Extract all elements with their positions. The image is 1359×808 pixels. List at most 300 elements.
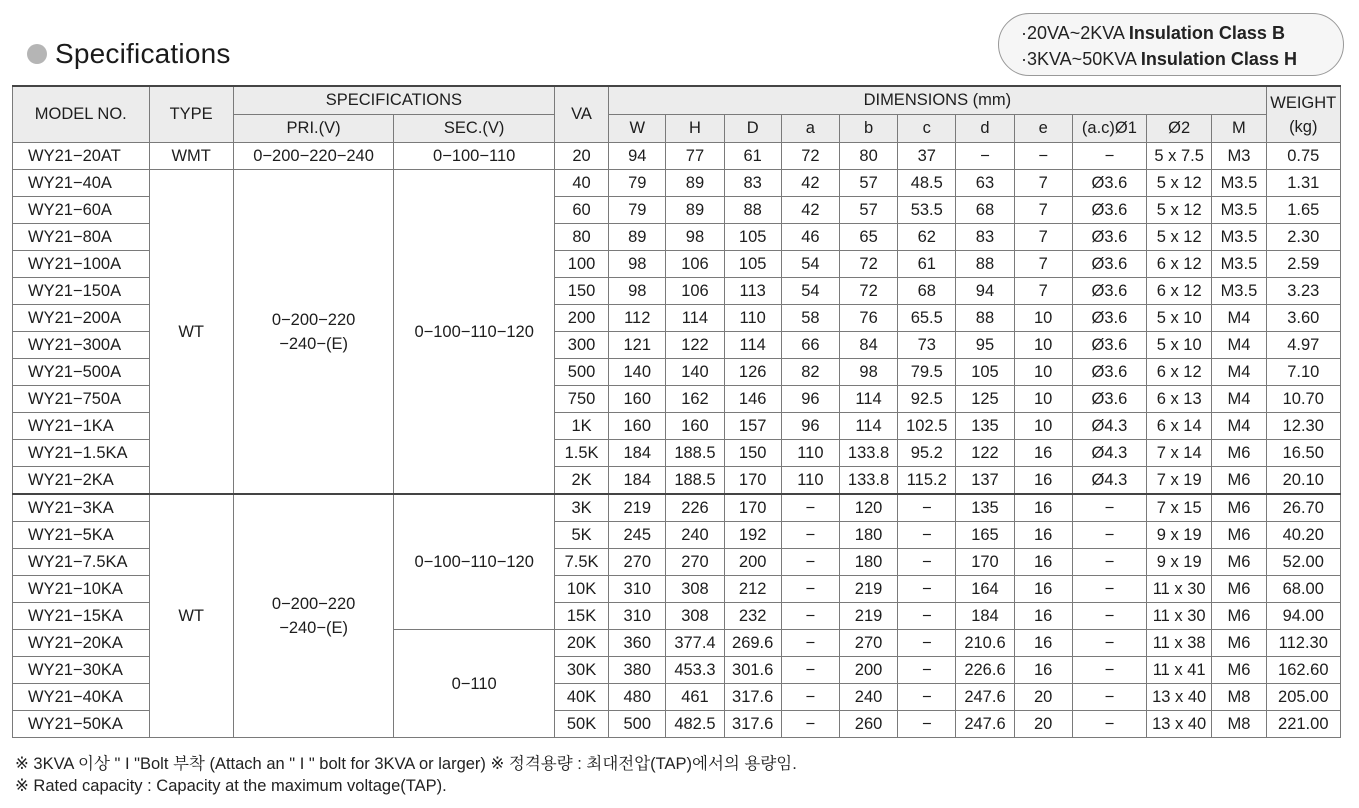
va-cell: 20 <box>554 143 608 170</box>
dimension-cell: M6 <box>1212 657 1266 684</box>
dimension-cell: 5 x 12 <box>1147 197 1212 224</box>
dimension-cell: M8 <box>1212 711 1266 738</box>
weight-cell: 162.60 <box>1266 657 1340 684</box>
dimension-cell: 66 <box>781 332 839 359</box>
dimension-cell: − <box>1072 494 1146 522</box>
dimension-cell: 16 <box>1014 522 1072 549</box>
dimension-cell: − <box>1072 711 1146 738</box>
dimension-cell: 11 x 30 <box>1147 603 1212 630</box>
dimension-cell: M6 <box>1212 549 1266 576</box>
dimension-cell: 308 <box>666 576 724 603</box>
dimension-cell: 9 x 19 <box>1147 549 1212 576</box>
dimension-cell: 76 <box>839 305 897 332</box>
dimension-cell: 72 <box>839 278 897 305</box>
insulation-range: ·20VA~2KVA <box>1021 23 1129 43</box>
dimension-cell: 184 <box>609 467 666 495</box>
dimension-cell: − <box>898 603 956 630</box>
specifications-table <box>12 85 1341 738</box>
dimension-cell: − <box>898 549 956 576</box>
dimension-cell: Ø3.6 <box>1072 251 1146 278</box>
dimension-cell: 110 <box>781 440 839 467</box>
weight-cell: 3.60 <box>1266 305 1340 332</box>
dimension-cell: 7 x 14 <box>1147 440 1212 467</box>
dimension-cell: 140 <box>666 359 724 386</box>
dimension-cell: 7 x 15 <box>1147 494 1212 522</box>
model-cell: WY21−50KA <box>13 711 150 738</box>
dimension-cell: 88 <box>724 197 781 224</box>
dimension-cell: 88 <box>956 305 1014 332</box>
dimension-cell: 6 x 14 <box>1147 413 1212 440</box>
dimension-cell: − <box>1072 522 1146 549</box>
dimension-cell: 232 <box>724 603 781 630</box>
dimension-cell: − <box>898 576 956 603</box>
dimension-cell: 68 <box>956 197 1014 224</box>
va-cell: 200 <box>554 305 608 332</box>
dimension-cell: − <box>1072 657 1146 684</box>
dimension-cell: 77 <box>666 143 724 170</box>
weight-cell: 7.10 <box>1266 359 1340 386</box>
model-cell: WY21−1KA <box>13 413 150 440</box>
dimension-cell: 212 <box>724 576 781 603</box>
weight-cell: 3.23 <box>1266 278 1340 305</box>
primary-voltage-cell: 0−200−220 −240−(E) <box>233 494 394 738</box>
weight-cell: 1.65 <box>1266 197 1340 224</box>
dimension-cell: − <box>781 657 839 684</box>
model-cell: WY21−7.5KA <box>13 549 150 576</box>
dimension-cell: M6 <box>1212 467 1266 495</box>
weight-cell: 68.00 <box>1266 576 1340 603</box>
va-cell: 15K <box>554 603 608 630</box>
dimension-cell: 95 <box>956 332 1014 359</box>
dimension-cell: − <box>1014 143 1072 170</box>
dimension-cell: M4 <box>1212 332 1266 359</box>
dimension-cell: 240 <box>666 522 724 549</box>
dimension-cell: 122 <box>666 332 724 359</box>
dimension-cell: 114 <box>724 332 781 359</box>
dimension-cell: − <box>1072 603 1146 630</box>
model-cell: WY21−500A <box>13 359 150 386</box>
va-cell: 20K <box>554 630 608 657</box>
dimension-cell: 114 <box>839 386 897 413</box>
insulation-class-line <box>1021 20 1343 46</box>
header-dim: e <box>1014 115 1072 143</box>
dimension-cell: 137 <box>956 467 1014 495</box>
dimension-cell: − <box>898 657 956 684</box>
dimension-cell: 54 <box>781 278 839 305</box>
dimension-cell: 219 <box>609 494 666 522</box>
bullet-dot-icon <box>27 44 47 64</box>
dimension-cell: 63 <box>956 170 1014 197</box>
footnote-line: ※ 3KVA 이상 " I "Bolt 부착 (Attach an " I " bolt for 3KVA or larger) ※ 정격용량 : 최대전압(TAP)에서의 용량임. <box>15 755 797 773</box>
dimension-cell: 80 <box>839 143 897 170</box>
dimension-cell: 16 <box>1014 440 1072 467</box>
dimension-cell: M4 <box>1212 305 1266 332</box>
dimension-cell: 72 <box>839 251 897 278</box>
dimension-cell: 317.6 <box>724 684 781 711</box>
dimension-cell: 110 <box>724 305 781 332</box>
dimension-cell: 20 <box>1014 684 1072 711</box>
dimension-cell: 482.5 <box>666 711 724 738</box>
dimension-cell: 10 <box>1014 332 1072 359</box>
dimension-cell: 7 <box>1014 170 1072 197</box>
model-cell: WY21−3KA <box>13 494 150 522</box>
dimension-cell: Ø3.6 <box>1072 386 1146 413</box>
dimension-cell: 157 <box>724 413 781 440</box>
dimension-cell: 226 <box>666 494 724 522</box>
dimension-cell: 122 <box>956 440 1014 467</box>
dimension-cell: 6 x 12 <box>1147 251 1212 278</box>
weight-cell: 20.10 <box>1266 467 1340 495</box>
model-cell: WY21−30KA <box>13 657 150 684</box>
dimension-cell: 61 <box>898 251 956 278</box>
dimension-cell: Ø3.6 <box>1072 224 1146 251</box>
dimension-cell: 184 <box>956 603 1014 630</box>
dimension-cell: 270 <box>839 630 897 657</box>
dimension-cell: 461 <box>666 684 724 711</box>
dimension-cell: 82 <box>781 359 839 386</box>
weight-cell: 205.00 <box>1266 684 1340 711</box>
dimension-cell: 269.6 <box>724 630 781 657</box>
dimension-cell: 10 <box>1014 305 1072 332</box>
weight-cell: 221.00 <box>1266 711 1340 738</box>
va-cell: 40 <box>554 170 608 197</box>
dimension-cell: 10 <box>1014 359 1072 386</box>
dimension-cell: − <box>1072 630 1146 657</box>
dimension-cell: 105 <box>956 359 1014 386</box>
model-cell: WY21−750A <box>13 386 150 413</box>
dimension-cell: Ø4.3 <box>1072 440 1146 467</box>
dimension-cell: 115.2 <box>898 467 956 495</box>
weight-cell: 112.30 <box>1266 630 1340 657</box>
dimension-cell: 98 <box>839 359 897 386</box>
page-title: Specifications <box>55 38 231 69</box>
va-cell: 7.5K <box>554 549 608 576</box>
table-row <box>13 494 1341 522</box>
dimension-cell: M4 <box>1212 413 1266 440</box>
dimension-cell: 95.2 <box>898 440 956 467</box>
dimension-cell: M6 <box>1212 603 1266 630</box>
dimension-cell: − <box>1072 576 1146 603</box>
dimension-cell: 65 <box>839 224 897 251</box>
dimension-cell: 98 <box>666 224 724 251</box>
dimension-cell: 92.5 <box>898 386 956 413</box>
dimension-cell: − <box>1072 684 1146 711</box>
dimension-cell: 57 <box>839 197 897 224</box>
dimension-cell: 112 <box>609 305 666 332</box>
dimension-cell: 140 <box>609 359 666 386</box>
dimension-cell: 79.5 <box>898 359 956 386</box>
dimension-cell: M6 <box>1212 440 1266 467</box>
header-pri: PRI.(V) <box>233 115 394 143</box>
dimension-cell: 247.6 <box>956 684 1014 711</box>
dimension-cell: 164 <box>956 576 1014 603</box>
insulation-range: ·3KVA~50KVA <box>1021 49 1141 69</box>
weight-cell: 0.75 <box>1266 143 1340 170</box>
type-cell: WT <box>149 170 233 495</box>
dimension-cell: 16 <box>1014 467 1072 495</box>
dimension-cell: − <box>898 711 956 738</box>
dimension-cell: 11 x 38 <box>1147 630 1212 657</box>
dimension-cell: 270 <box>609 549 666 576</box>
primary-voltage-cell: 0−200−220 −240−(E) <box>233 170 394 495</box>
dimension-cell: 120 <box>839 494 897 522</box>
dimension-cell: − <box>781 684 839 711</box>
va-cell: 30K <box>554 657 608 684</box>
dimension-cell: − <box>898 684 956 711</box>
dimension-cell: 162 <box>666 386 724 413</box>
dimension-cell: M6 <box>1212 630 1266 657</box>
dimension-cell: 133.8 <box>839 467 897 495</box>
model-cell: WY21−40A <box>13 170 150 197</box>
dimension-cell: 61 <box>724 143 781 170</box>
header-dimensions: DIMENSIONS (mm) <box>609 86 1266 115</box>
dimension-cell: 94 <box>609 143 666 170</box>
dimension-cell: 53.5 <box>898 197 956 224</box>
dimension-cell: 5 x 10 <box>1147 305 1212 332</box>
dimension-cell: 62 <box>898 224 956 251</box>
dimension-cell: 180 <box>839 522 897 549</box>
footnote-line: ※ Rated capacity : Capacity at the maximum voltage(TAP). <box>15 777 447 795</box>
va-cell: 150 <box>554 278 608 305</box>
dimension-cell: 170 <box>724 467 781 495</box>
dimension-cell: 170 <box>956 549 1014 576</box>
va-cell: 10K <box>554 576 608 603</box>
va-cell: 80 <box>554 224 608 251</box>
dimension-cell: 360 <box>609 630 666 657</box>
dimension-cell: 88 <box>956 251 1014 278</box>
dimension-cell: M6 <box>1212 576 1266 603</box>
dimension-cell: Ø3.6 <box>1072 359 1146 386</box>
model-cell: WY21−15KA <box>13 603 150 630</box>
dimension-cell: 96 <box>781 413 839 440</box>
dimension-cell: 7 <box>1014 197 1072 224</box>
dimension-cell: 7 <box>1014 278 1072 305</box>
dimension-cell: Ø3.6 <box>1072 197 1146 224</box>
model-cell: WY21−40KA <box>13 684 150 711</box>
dimension-cell: M3.5 <box>1212 278 1266 305</box>
va-cell: 50K <box>554 711 608 738</box>
dimension-cell: M4 <box>1212 386 1266 413</box>
dimension-cell: − <box>898 522 956 549</box>
dimension-cell: 114 <box>839 413 897 440</box>
weight-cell: 26.70 <box>1266 494 1340 522</box>
dimension-cell: 83 <box>724 170 781 197</box>
dimension-cell: 184 <box>609 440 666 467</box>
va-cell: 1K <box>554 413 608 440</box>
insulation-class-line <box>1021 46 1343 72</box>
dimension-cell: 105 <box>724 224 781 251</box>
model-cell: WY21−20KA <box>13 630 150 657</box>
dimension-cell: 165 <box>956 522 1014 549</box>
header-dim: H <box>666 115 724 143</box>
dimension-cell: − <box>956 143 1014 170</box>
dimension-cell: 106 <box>666 278 724 305</box>
weight-cell: 40.20 <box>1266 522 1340 549</box>
dimension-cell: 310 <box>609 603 666 630</box>
model-cell: WY21−20AT <box>13 143 150 170</box>
dimension-cell: 500 <box>609 711 666 738</box>
dimension-cell: 160 <box>666 413 724 440</box>
secondary-voltage-cell: 0−100−110 <box>394 143 555 170</box>
dimension-cell: − <box>1072 143 1146 170</box>
dimension-cell: 96 <box>781 386 839 413</box>
header-dim: c <box>898 115 956 143</box>
dimension-cell: 240 <box>839 684 897 711</box>
dimension-cell: 308 <box>666 603 724 630</box>
dimension-cell: − <box>898 494 956 522</box>
dimension-cell: 377.4 <box>666 630 724 657</box>
dimension-cell: − <box>898 630 956 657</box>
dimension-cell: 11 x 30 <box>1147 576 1212 603</box>
dimension-cell: 245 <box>609 522 666 549</box>
dimension-cell: 121 <box>609 332 666 359</box>
dimension-cell: M3.5 <box>1212 170 1266 197</box>
dimension-cell: 188.5 <box>666 440 724 467</box>
header-dim: b <box>839 115 897 143</box>
dimension-cell: 20 <box>1014 711 1072 738</box>
va-cell: 60 <box>554 197 608 224</box>
dimension-cell: 114 <box>666 305 724 332</box>
dimension-cell: 48.5 <box>898 170 956 197</box>
dimension-cell: 7 <box>1014 251 1072 278</box>
dimension-cell: Ø3.6 <box>1072 305 1146 332</box>
dimension-cell: 83 <box>956 224 1014 251</box>
dimension-cell: 58 <box>781 305 839 332</box>
header-dim: a <box>781 115 839 143</box>
weight-cell: 52.00 <box>1266 549 1340 576</box>
dimension-cell: − <box>781 630 839 657</box>
dimension-cell: 5 x 12 <box>1147 224 1212 251</box>
dimension-cell: 16 <box>1014 603 1072 630</box>
dimension-cell: M3.5 <box>1212 251 1266 278</box>
secondary-voltage-cell: 0−110 <box>394 630 555 738</box>
va-cell: 5K <box>554 522 608 549</box>
table-row <box>13 170 1341 197</box>
dimension-cell: 46 <box>781 224 839 251</box>
dimension-cell: 317.6 <box>724 711 781 738</box>
table-row <box>13 143 1341 170</box>
dimension-cell: 9 x 19 <box>1147 522 1212 549</box>
header-dim: (a.c)Ø1 <box>1072 115 1146 143</box>
va-cell: 300 <box>554 332 608 359</box>
dimension-cell: 110 <box>781 467 839 495</box>
dimension-cell: Ø4.3 <box>1072 413 1146 440</box>
dimension-cell: 79 <box>609 170 666 197</box>
dimension-cell: 16 <box>1014 657 1072 684</box>
dimension-cell: − <box>781 494 839 522</box>
weight-cell: 16.50 <box>1266 440 1340 467</box>
dimension-cell: 160 <box>609 386 666 413</box>
dimension-cell: 89 <box>666 197 724 224</box>
dimension-cell: 301.6 <box>724 657 781 684</box>
dimension-cell: 380 <box>609 657 666 684</box>
dimension-cell: 42 <box>781 197 839 224</box>
model-cell: WY21−100A <box>13 251 150 278</box>
dimension-cell: 6 x 12 <box>1147 278 1212 305</box>
dimension-cell: − <box>1072 549 1146 576</box>
insulation-class-badge <box>998 13 1344 76</box>
dimension-cell: 13 x 40 <box>1147 711 1212 738</box>
dimension-cell: M3 <box>1212 143 1266 170</box>
dimension-cell: M3.5 <box>1212 224 1266 251</box>
dimension-cell: 84 <box>839 332 897 359</box>
dimension-cell: 133.8 <box>839 440 897 467</box>
va-cell: 750 <box>554 386 608 413</box>
model-cell: WY21−80A <box>13 224 150 251</box>
header-va: VA <box>554 86 608 143</box>
dimension-cell: 480 <box>609 684 666 711</box>
dimension-cell: − <box>781 522 839 549</box>
model-cell: WY21−5KA <box>13 522 150 549</box>
dimension-cell: 188.5 <box>666 467 724 495</box>
dimension-cell: 68 <box>898 278 956 305</box>
dimension-cell: M6 <box>1212 494 1266 522</box>
header-weight: WEIGHT (kg) <box>1266 86 1340 143</box>
dimension-cell: 10 <box>1014 413 1072 440</box>
footnotes <box>15 753 797 797</box>
dimension-cell: 65.5 <box>898 305 956 332</box>
va-cell: 100 <box>554 251 608 278</box>
header-dim: W <box>609 115 666 143</box>
dimension-cell: 453.3 <box>666 657 724 684</box>
dimension-cell: 42 <box>781 170 839 197</box>
dimension-cell: 5 x 12 <box>1147 170 1212 197</box>
section-title <box>27 38 231 70</box>
primary-voltage-cell: 0−200−220−240 <box>233 143 394 170</box>
weight-cell: 94.00 <box>1266 603 1340 630</box>
dimension-cell: 16 <box>1014 630 1072 657</box>
insulation-class: Insulation Class B <box>1128 23 1285 43</box>
va-cell: 3K <box>554 494 608 522</box>
dimension-cell: 125 <box>956 386 1014 413</box>
type-cell: WMT <box>149 143 233 170</box>
dimension-cell: 37 <box>898 143 956 170</box>
dimension-cell: 219 <box>839 603 897 630</box>
dimension-cell: 126 <box>724 359 781 386</box>
header-type: TYPE <box>149 86 233 143</box>
dimension-cell: Ø3.6 <box>1072 278 1146 305</box>
dimension-cell: 135 <box>956 494 1014 522</box>
dimension-cell: Ø3.6 <box>1072 332 1146 359</box>
dimension-cell: 170 <box>724 494 781 522</box>
model-cell: WY21−10KA <box>13 576 150 603</box>
weight-cell: 10.70 <box>1266 386 1340 413</box>
header-dim: Ø2 <box>1147 115 1212 143</box>
dimension-cell: 89 <box>666 170 724 197</box>
dimension-cell: − <box>781 576 839 603</box>
dimension-cell: M6 <box>1212 522 1266 549</box>
dimension-cell: 98 <box>609 278 666 305</box>
dimension-cell: 7 <box>1014 224 1072 251</box>
dimension-cell: 160 <box>609 413 666 440</box>
model-cell: WY21−60A <box>13 197 150 224</box>
dimension-cell: 150 <box>724 440 781 467</box>
dimension-cell: 106 <box>666 251 724 278</box>
dimension-cell: Ø3.6 <box>1072 170 1146 197</box>
header-dim: M <box>1212 115 1266 143</box>
weight-cell: 2.59 <box>1266 251 1340 278</box>
dimension-cell: M8 <box>1212 684 1266 711</box>
dimension-cell: 5 x 10 <box>1147 332 1212 359</box>
va-cell: 2K <box>554 467 608 495</box>
model-cell: WY21−300A <box>13 332 150 359</box>
dimension-cell: 5 x 7.5 <box>1147 143 1212 170</box>
model-cell: WY21−2KA <box>13 467 150 495</box>
dimension-cell: Ø4.3 <box>1072 467 1146 495</box>
dimension-cell: 270 <box>666 549 724 576</box>
dimension-cell: 98 <box>609 251 666 278</box>
va-cell: 40K <box>554 684 608 711</box>
